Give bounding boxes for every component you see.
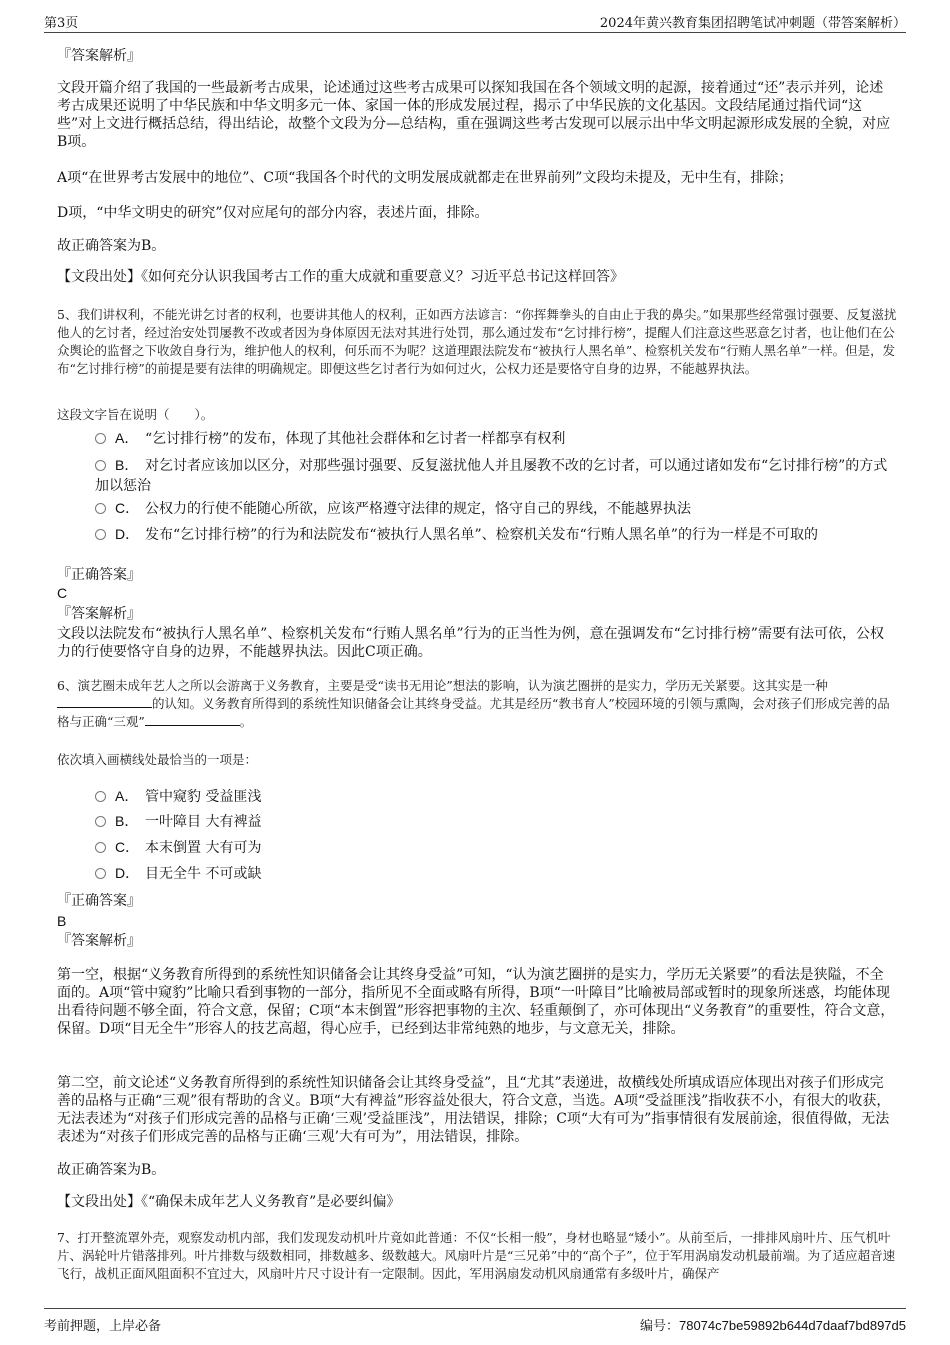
q6-correct-label: 『正确答案』 bbox=[57, 893, 141, 909]
document-code bbox=[640, 1315, 906, 1334]
q6-ask: 依次填入画横线处最恰当的一项是： bbox=[57, 752, 258, 767]
q6-option-a[interactable] bbox=[95, 786, 895, 807]
q6-correct-answer: B bbox=[57, 913, 67, 929]
option-text: 发布“乞讨排行榜”的行为和法院发布“被执行人黑名单”、检察机关发布“行贿人黑名单”的行为一样是不可取的 bbox=[145, 527, 818, 543]
document-code-value: 78074c7be59892b644d7daaf7bd897d5 bbox=[678, 1318, 906, 1333]
q5-option-c[interactable] bbox=[95, 498, 895, 519]
option-text: 目无全牛 不可或缺 bbox=[145, 866, 262, 882]
option-text: 一叶障目 大有裨益 bbox=[145, 814, 262, 830]
option-key: D． bbox=[115, 526, 140, 542]
option-key: D． bbox=[115, 865, 140, 881]
document-code-label: 编号： bbox=[639, 1319, 679, 1334]
q5-option-d[interactable] bbox=[95, 524, 895, 545]
q4-conclusion: 故正确答案为B。 bbox=[57, 238, 166, 254]
q6-stem-part1: 6、演艺圈未成年艺人之所以会游离于义务教育，主要是受“读书无用论”想法的影响，认为演艺圈拼的是实力，学历无关紧要。这其实是一种 bbox=[57, 678, 828, 693]
option-key: A． bbox=[115, 430, 139, 446]
q6-option-b[interactable] bbox=[95, 811, 895, 832]
option-text: 管中窥豹 受益匪浅 bbox=[145, 789, 262, 805]
q4-analysis-label: 『答案解析』 bbox=[57, 48, 141, 64]
radio-icon[interactable] bbox=[95, 460, 106, 471]
radio-icon[interactable] bbox=[95, 433, 106, 444]
option-key: B． bbox=[115, 813, 139, 829]
option-key: B． bbox=[115, 457, 139, 473]
q5-stem: 5、我们讲权利，不能光讲乞讨者的权利，也要讲其他人的权利，正如西方法谚言：“你挥舞拳头的自由止于我的鼻尖。”如果那些经常强讨强要、反复滋扰他人的乞讨者，经过治安处罚屡教不改或者因为身体原因无法对其进行处罚，那么通过发布“乞讨排行榜”，提醒人们注意这些恶意乞讨者，也让他们在公众舆论的监督之下收敛自身行为，维护他人的权利，何乐而不为呢？这道理跟法院发布“被执行人黑名单”、检察机关发布“行贿人黑名单”一样。但是，发布“乞讨排行榜”的前提是要有法律的明确规定。即便这些乞讨者行为如何过火，公权力还是要恪守自身的边界，不能越界执法。 bbox=[57, 307, 897, 376]
q5-option-a[interactable] bbox=[95, 428, 895, 449]
option-text: 对乞讨者应该加以区分，对那些强讨强要、反复滋扰他人并且屡教不改的乞讨者，可以通过诸如发布“乞讨排行榜”的方式加以惩治 bbox=[95, 458, 888, 494]
q5-correct-answer: C bbox=[57, 585, 68, 601]
q6-option-c[interactable] bbox=[95, 837, 895, 858]
q4-source: 【文段出处】《如何充分认识我国考古工作的重大成就和重要意义？习近平总书记这样回答》 bbox=[57, 269, 624, 285]
fill-blank-1 bbox=[57, 695, 152, 708]
radio-icon[interactable] bbox=[95, 529, 106, 540]
radio-icon[interactable] bbox=[95, 868, 106, 879]
q6-stem-part3: 。 bbox=[239, 714, 253, 729]
q4-analysis-para3: D项，“中华文明史的研究”仅对应尾句的部分内容，表述片面，排除。 bbox=[57, 205, 489, 221]
fill-blank-2 bbox=[145, 713, 240, 726]
page-header bbox=[44, 10, 906, 33]
footer-slogan: 考前押题，上岸必备 bbox=[44, 1319, 162, 1334]
radio-icon[interactable] bbox=[95, 503, 106, 514]
option-key: C． bbox=[115, 839, 140, 855]
q4-analysis-para1: 文段开篇介绍了我国的一些最新考古成果，论述通过这些考古成果可以探知我国在各个领域文明的起源，接着通过“还”表示并列，论述考古成果还说明了中华民族和中华文明多元一体、家国一体的形成发展过程，揭示了中华民族的文化基因。文段结尾通过指代词“这些”对上文进行概括总结，得出结论，故整个文段为分—总结构，重在强调这些考古发现可以展示出中华文明起源形成发展的全貌，对应B项。 bbox=[57, 80, 891, 150]
q6-stem bbox=[57, 677, 897, 731]
q6-conclusion: 故正确答案为B。 bbox=[57, 1162, 166, 1178]
q6-analysis-label: 『答案解析』 bbox=[57, 933, 141, 949]
radio-icon[interactable] bbox=[95, 842, 106, 853]
radio-icon[interactable] bbox=[95, 816, 106, 827]
option-text: “乞讨排行榜”的发布，体现了其他社会群体和乞讨者一样都享有权利 bbox=[145, 431, 566, 447]
page-number: 第3页 bbox=[44, 16, 79, 31]
q6-option-d[interactable] bbox=[95, 863, 895, 884]
option-text: 本末倒置 大有可为 bbox=[145, 840, 262, 856]
q6-analysis-para1: 第一空，根据“义务教育所得到的系统性知识储备会让其终身受益”可知，“认为演艺圈拼的是实力，学历无关紧要”的看法是狭隘，不全面的。A项“管中窥豹”比喻只看到事物的一部分，指所见不全面或略有所得，B项“一叶障目”比喻被局部或暂时的现象所迷惑，均能体现出看待问题不够全面，符合文意，保留；C项“本末倒置”形容把事物的主次、轻重颠倒了，亦可体现出“义务教育”的重要性，符合文意，保留。D项“目无全牛”形容人的技艺高超，得心应手，已经到达非常纯熟的地步，与文意无关，排除。 bbox=[57, 967, 895, 1037]
q6-stem-part2: 的认知。义务教育所得到的系统性知识储备会让其终身受益。尤其是经历“教书育人”校园环境的引领与熏陶，会对孩子们形成完善的品格与正确“三观” bbox=[57, 696, 890, 729]
q6-analysis-para2: 第二空，前文论述“义务教育所得到的系统性知识储备会让其终身受益”，且“尤其”表递进，故横线处所填成语应体现出对孩子们形成完善的品格与正确“三观”很有帮助的含义。B项“大有裨益”形容益处很大，符合文意，当选。A项“受益匪浅”指收获不小，有很大的收获，无法表述为“对孩子们形成完善的品格与正确‘三观’受益匪浅”，用法错误，排除；C项“大有可为”指事情很有发展前途，很值得做，无法表述为“对孩子们形成完善的品格与正确‘三观’大有可为”，用法错误，排除。 bbox=[57, 1075, 891, 1145]
option-key: A． bbox=[115, 788, 139, 804]
q4-analysis-para2: A项“在世界考古发展中的地位”、C项“我国各个时代的文明发展成就都走在世界前列”文段均未提及，无中生有，排除； bbox=[57, 170, 793, 186]
q5-option-b[interactable] bbox=[95, 455, 895, 496]
option-text: 公权力的行使不能随心所欲，应该严格遵守法律的规定，恪守自己的界线，不能越界执法 bbox=[145, 501, 691, 517]
page-footer bbox=[44, 1308, 906, 1339]
q5-correct-label: 『正确答案』 bbox=[57, 567, 141, 583]
q5-ask: 这段文字旨在说明（ ）。 bbox=[57, 407, 214, 422]
option-key: C． bbox=[115, 500, 140, 516]
radio-icon[interactable] bbox=[95, 791, 106, 802]
q7-stem: 7、打开整流罩外壳，观察发动机内部，我们发现发动机叶片竟如此普通：不仅“长相一般”，身材也略显“矮小”。从前至后，一排排风扇叶片、压气机叶片、涡轮叶片错落排列。叶片排数与级数相同，排数越多、级数越大。风扇叶片是“三兄弟”中的“高个子”，位于军用涡扇发动机最前端。为了适应超音速飞行，战机正面风阻面积不宜过大，风扇叶片尺寸设计有一定限制。因此，军用涡扇发动机风扇通常有多级叶片，确保产 bbox=[57, 1230, 896, 1281]
document-title: 2024年黄兴教育集团招聘笔试冲刺题（带答案解析） bbox=[599, 16, 906, 31]
q5-analysis-label: 『答案解析』 bbox=[57, 606, 141, 622]
q5-analysis: 文段以法院发布“被执行人黑名单”、检察机关发布“行贿人黑名单”行为的正当性为例，意在强调发布“乞讨排行榜”需要有法可依，公权力的行使要恪守自身的边界，不能越界执法。因此C项正确。 bbox=[57, 626, 884, 660]
q6-source: 【文段出处】《“确保未成年艺人义务教育”是必要纠偏》 bbox=[57, 1194, 401, 1210]
